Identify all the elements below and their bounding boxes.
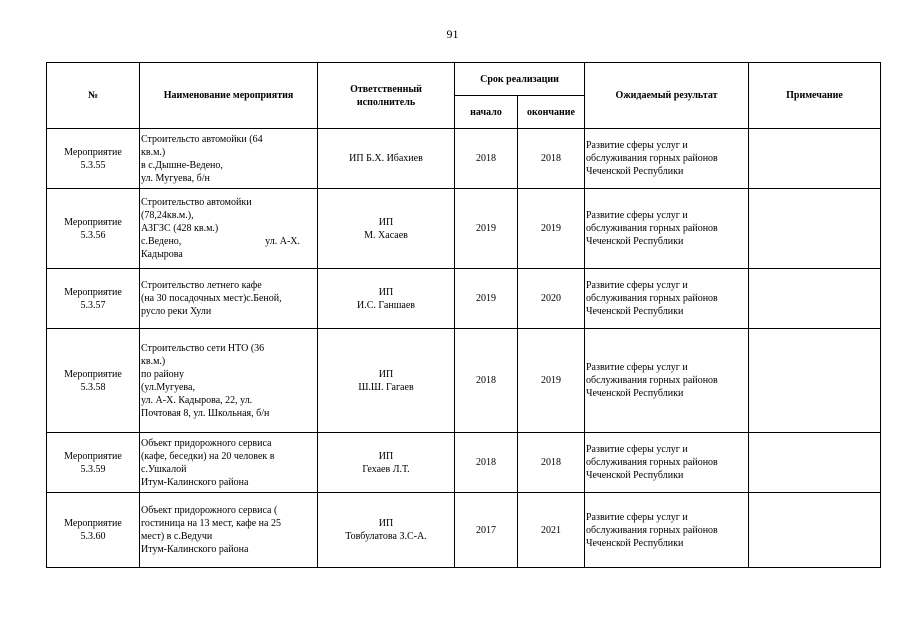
row-number-code: 5.3.55: [80, 159, 106, 171]
table-row: [47, 433, 881, 493]
row-result-cell: [585, 493, 749, 568]
row-name-line: ул. А-Х. Кадырова, 22, ул.: [141, 394, 253, 406]
table-row: [47, 329, 881, 433]
row-responsible-cell: [318, 269, 455, 329]
row-responsible-line: ИП: [378, 216, 394, 228]
row-number-label: Мероприятие: [64, 518, 122, 529]
row-note-cell: [749, 189, 881, 269]
row-name-line: ул. Мугуева, б/н: [141, 172, 210, 184]
header-note: Примечание: [749, 63, 881, 129]
row-name-line: (на 30 посадочных мест)с.Беной,: [141, 293, 282, 304]
row-name-line: с.Ушкалой: [141, 463, 187, 475]
row-responsible-line: ИП: [378, 518, 394, 529]
row-result-line: обслуживания горных районов: [586, 153, 718, 164]
row-result-line: Развитие сферы услуг и: [586, 210, 688, 221]
header-start: начало: [455, 96, 518, 129]
row-number-code: 5.3.60: [80, 531, 106, 542]
row-result-line: Чеченской Республики: [586, 388, 684, 399]
row-note-cell: [749, 433, 881, 493]
row-name-part: с.Ведено,: [141, 236, 182, 247]
row-name-line: гостиница на 13 мест, кафе на 25: [141, 518, 281, 529]
header-responsible-line1: Ответственный: [350, 83, 422, 95]
row-number-cell: [47, 433, 140, 493]
row-number-cell: [47, 329, 140, 433]
row-number-cell: [47, 493, 140, 568]
row-name-line: Объект придорожного сервиса (: [141, 505, 278, 516]
row-start-year: 2017: [455, 493, 518, 568]
row-name-line: Кадырова: [141, 249, 183, 260]
row-result-line: Развитие сферы услуг и: [586, 140, 688, 151]
row-note-cell: [749, 129, 881, 189]
row-name-line: Итум-Калинского района: [141, 544, 249, 555]
row-name-line: Строительсто автомойки (64: [141, 133, 263, 145]
row-result-cell: [585, 433, 749, 493]
row-number-label: Мероприятие: [64, 286, 122, 298]
row-number-code: 5.3.59: [80, 463, 106, 475]
row-result-line: обслуживания горных районов: [586, 375, 718, 386]
row-name-line: [141, 235, 316, 248]
header-row: [47, 63, 881, 96]
row-responsible-cell: [318, 129, 455, 189]
row-result-line: Чеченской Республики: [586, 470, 684, 481]
row-result-line: Чеченской Республики: [586, 166, 684, 177]
row-number-label: Мероприятие: [64, 216, 122, 228]
table-row: [47, 493, 881, 568]
row-name-cell: [140, 433, 318, 493]
row-responsible-cell: [318, 329, 455, 433]
row-number-label: Мероприятие: [64, 368, 122, 380]
header-num: №: [47, 63, 140, 129]
row-result-line: Развитие сферы услуг и: [586, 362, 688, 373]
row-result-line: Чеченской Республики: [586, 537, 684, 549]
row-result-line: Развитие сферы услуг и: [586, 511, 688, 523]
row-responsible-line: ИП: [378, 286, 394, 298]
row-number-label: Мероприятие: [64, 450, 122, 462]
row-name-line: мест) в с.Ведучи: [141, 531, 213, 542]
row-result-line: Чеченской Республики: [586, 236, 684, 247]
row-responsible-line: ИП: [378, 368, 394, 380]
row-number-cell: [47, 269, 140, 329]
header-name: Наименование мероприятия: [140, 63, 318, 129]
row-name-line: Итум-Калинского района: [141, 476, 249, 488]
row-number-code: 5.3.57: [80, 299, 106, 311]
row-name-line: кв.м.): [141, 355, 166, 367]
header-responsible-line2: исполнитель: [356, 96, 416, 108]
row-name-line: Строительство автомойки: [141, 197, 252, 208]
row-result-line: обслуживания горных районов: [586, 223, 718, 234]
row-responsible-line: М. Хасаев: [364, 229, 408, 241]
row-end-year: 2018: [518, 129, 585, 189]
row-name-line: АЗГЗС (428 кв.м.): [141, 223, 219, 234]
row-responsible-line: Гехаев Л.Т.: [362, 463, 410, 475]
row-note-cell: [749, 329, 881, 433]
row-start-year: 2018: [455, 433, 518, 493]
row-number-code: 5.3.56: [80, 229, 106, 241]
row-number-cell: [47, 129, 140, 189]
row-end-year: 2018: [518, 433, 585, 493]
row-name-part: ул. А-Х.: [265, 236, 300, 247]
row-start-year: 2019: [455, 269, 518, 329]
table-row: [47, 269, 881, 329]
row-result-cell: [585, 129, 749, 189]
row-note-cell: [749, 493, 881, 568]
row-name-line: Строительство сети НТО (36: [141, 342, 265, 354]
row-name-cell: [140, 269, 318, 329]
row-number-label: Мероприятие: [64, 146, 122, 158]
row-name-line: (ул.Мугуева,: [141, 381, 195, 393]
row-end-year: 2019: [518, 329, 585, 433]
row-result-line: Чеченской Республики: [586, 306, 684, 317]
row-name-line: в с.Дышне-Ведено,: [141, 159, 223, 171]
row-result-line: Развитие сферы услуг и: [586, 280, 688, 291]
row-name-line: (78,24кв.м.),: [141, 210, 194, 221]
header-responsible: [318, 63, 455, 129]
row-name-line: Объект придорожного сервиса: [141, 437, 272, 449]
row-result-line: обслуживания горных районов: [586, 293, 718, 304]
row-responsible-line: Ш.Ш. Гагаев: [358, 381, 414, 393]
row-name-line: по району: [141, 368, 184, 380]
header-term: Срок реализации: [455, 63, 585, 96]
table-row: [47, 129, 881, 189]
row-name-cell: [140, 129, 318, 189]
row-name-line: (кафе, беседки) на 20 человек в: [141, 450, 275, 462]
row-start-year: 2018: [455, 129, 518, 189]
row-name-line: русло реки Хули: [141, 306, 212, 317]
table-row: [47, 189, 881, 269]
row-responsible-cell: [318, 433, 455, 493]
row-result-line: обслуживания горных районов: [586, 524, 718, 536]
row-responsible-line: Товбулатова З.С-А.: [345, 531, 427, 542]
page-number: 91: [446, 27, 459, 41]
events-table: [46, 62, 881, 568]
row-name-line: кв.м.): [141, 146, 166, 158]
header-result: Ожидаемый результат: [585, 63, 749, 129]
row-responsible-line: ИП: [378, 450, 394, 462]
row-end-year: 2021: [518, 493, 585, 568]
row-name-cell: [140, 493, 318, 568]
row-result-line: Развитие сферы услуг и: [586, 444, 688, 455]
header-end: окончание: [518, 96, 585, 129]
row-end-year: 2019: [518, 189, 585, 269]
row-name-cell: [140, 189, 318, 269]
row-start-year: 2018: [455, 329, 518, 433]
row-responsible-cell: [318, 493, 455, 568]
row-result-cell: [585, 189, 749, 269]
row-number-cell: [47, 189, 140, 269]
row-name-line: Строительство летнего кафе: [141, 280, 262, 291]
row-responsible-cell: [318, 189, 455, 269]
row-name-line: Почтовая 8, ул. Школьная, б/н: [141, 407, 270, 419]
row-responsible-line: ИП Б.Х. Ибахиев: [349, 153, 423, 164]
row-note-cell: [749, 269, 881, 329]
row-end-year: 2020: [518, 269, 585, 329]
row-result-cell: [585, 269, 749, 329]
row-start-year: 2019: [455, 189, 518, 269]
row-result-line: обслуживания горных районов: [586, 457, 718, 468]
row-responsible-line: И.С. Ганшаев: [356, 299, 415, 311]
row-result-cell: [585, 329, 749, 433]
row-number-code: 5.3.58: [80, 381, 106, 393]
row-name-cell: [140, 329, 318, 433]
